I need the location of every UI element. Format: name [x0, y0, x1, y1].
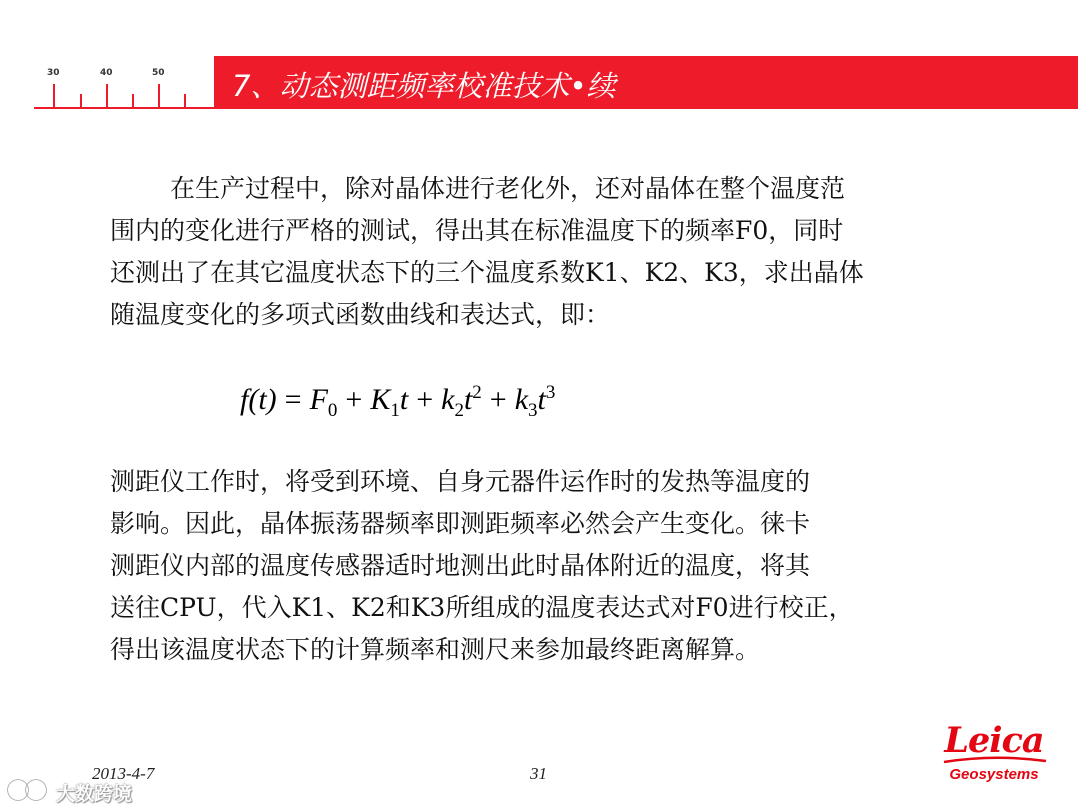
formula-term-0-base: F [309, 383, 328, 416]
formula-lhs: f(t) [240, 383, 277, 416]
paragraph-line: 送往CPU，代入K1、K2和K3所组成的温度表达式对F0进行校正， [110, 593, 854, 622]
paragraph-line: 围内的变化进行严格的测试，得出其在标准温度下的频率F0，同时 [110, 216, 844, 245]
formula-term-2-var: t [463, 383, 473, 416]
formula-term-3-base: k [514, 383, 529, 416]
watermark-text: 大数跨境 [56, 783, 133, 805]
formula-term-1-sub: 1 [390, 400, 400, 421]
paragraph-line: 在生产过程中，除对晶体进行老化外，还对晶体在整个温度范 [170, 174, 846, 203]
logo-wordmark: Leica [944, 720, 1044, 761]
paragraph-line: 影响。因此，晶体振荡器频率即测距频率必然会产生变化。徕卡 [110, 509, 811, 538]
paragraph-line: 测距仪内部的温度传感器适时地测出此时晶体附近的温度，将其 [110, 551, 811, 580]
formula-term-2-sub: 2 [454, 400, 464, 421]
temperature-polynomial-formula [240, 382, 556, 421]
ruler-label-40: 40 [100, 68, 113, 78]
ruler-decoration [34, 56, 212, 110]
formula-term-2-base: k [441, 383, 455, 416]
logo-subtext: Geosystems [949, 766, 1039, 783]
formula-term-3-sup: 3 [545, 382, 556, 403]
formula-plus: + [489, 383, 507, 416]
formula-plus: + [345, 383, 363, 416]
paragraph-line: 还测出了在其它温度状态下的三个温度系数K1、K2、K3，求出晶体 [110, 258, 864, 287]
page-number: 31 [530, 764, 547, 783]
ruler-ticks [34, 56, 212, 110]
formula-term-2-sup: 2 [472, 382, 482, 403]
paragraph-line: 测距仪工作时，将受到环境、自身元器件运作时的发热等温度的 [110, 467, 811, 496]
formula-term-3-sub: 3 [528, 400, 538, 421]
formula-term-1-var: t [399, 383, 409, 416]
watermark [4, 774, 154, 806]
formula-term-1-base: K [370, 383, 391, 416]
slide-title: 7、动态测距频率校准技术•续 [232, 69, 616, 103]
formula-term-3-var: t [537, 383, 546, 416]
title-bar [214, 56, 1078, 108]
paragraph-intro [110, 168, 864, 336]
ruler-label-30: 30 [47, 68, 60, 78]
leica-logo [936, 718, 1052, 788]
header-rule [34, 107, 1078, 109]
formula-term-0-sub: 0 [327, 400, 338, 421]
paragraph-line: 得出该温度状态下的计算频率和测尺来参加最终距离解算。 [110, 635, 761, 664]
formula-equals: = [284, 383, 302, 416]
ruler-label-50: 50 [152, 68, 165, 78]
footer-date: 2013-4-7 [92, 764, 155, 783]
paragraph-explanation [110, 461, 854, 671]
watermark-logo-icon [4, 774, 52, 806]
paragraph-line: 随温度变化的多项式函数曲线和表达式，即： [110, 300, 611, 329]
formula-plus: + [416, 383, 434, 416]
